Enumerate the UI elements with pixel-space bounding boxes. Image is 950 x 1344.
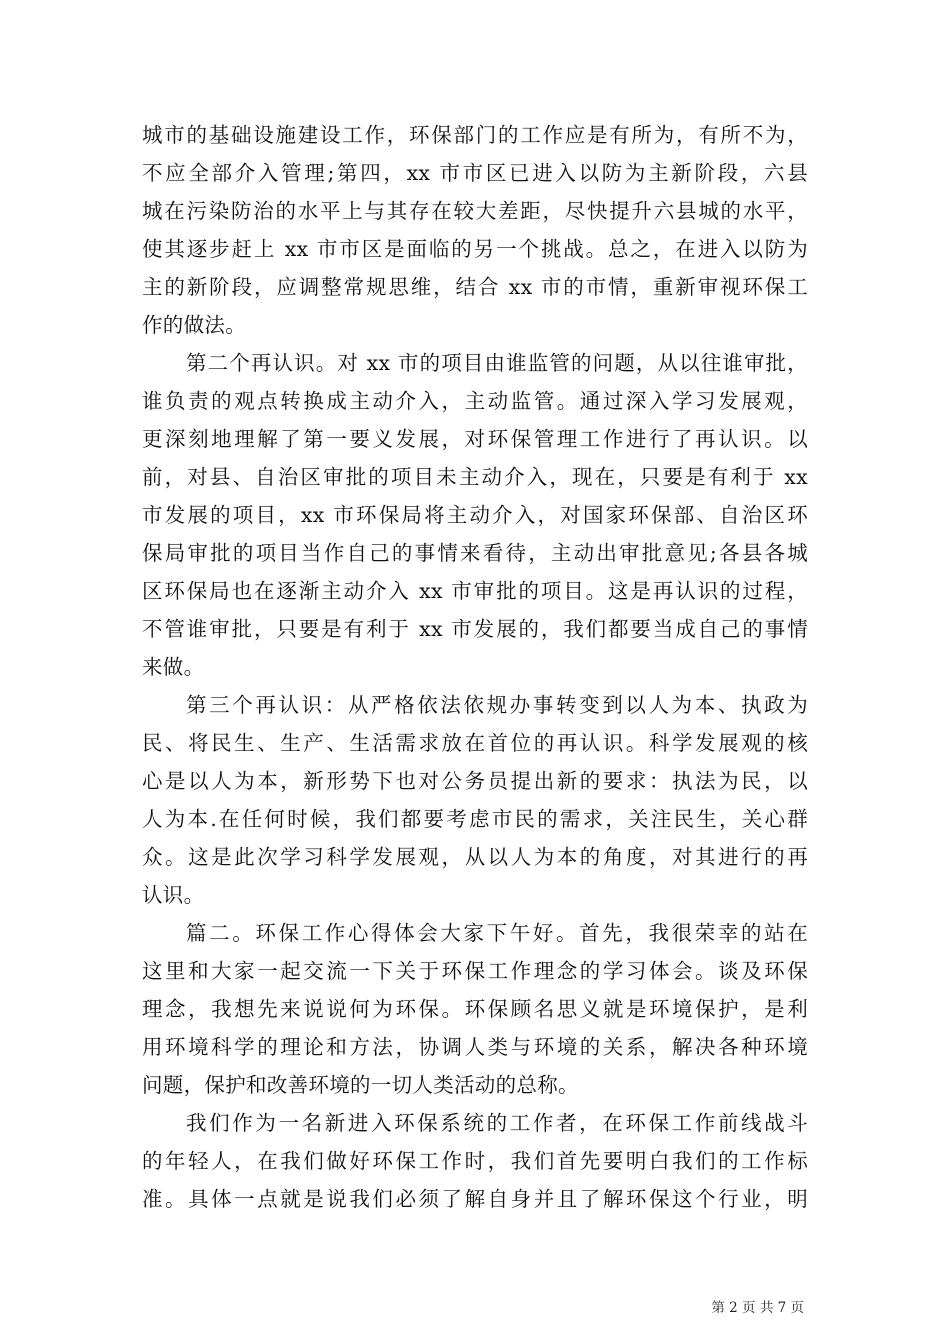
text-line: 使其逐步赶上 xx 市市区是面临的另一个挑战。总之，在进入以防为: [142, 237, 808, 261]
text-line: 心是以人为本，新形势下也对公务员提出新的要求：执法为民，以: [142, 769, 808, 793]
text-line: 城市的基础设施建设工作，环保部门的工作应是有所为，有所不为，: [142, 123, 808, 147]
text-line: 区环保局也在逐渐主动介入 xx 市审批的项目。这是再认识的过程，: [142, 579, 808, 603]
document-body: [142, 116, 808, 1218]
text-line: 保局审批的项目当作自己的事情来看待，主动出审批意见;各县各城: [142, 541, 808, 565]
text-line: 前，对县、自治区审批的项目未主动介入，现在，只要是有利于 xx: [142, 465, 808, 489]
text-line: 不管谁审批，只要是有利于 xx 市发展的，我们都要当成自己的事情: [142, 617, 808, 641]
text-line: 作的做法。: [142, 313, 246, 337]
text-line: 篇二。环保工作心得体会大家下午好。首先，我很荣幸的站在: [186, 921, 808, 945]
text-line: 来做。: [142, 655, 205, 679]
text-line: 第三个再认识：从严格依法依规办事转变到以人为本、执政为: [186, 693, 808, 717]
text-line: 准。具体一点就是说我们必须了解自身并且了解环保这个行业，明: [142, 1187, 808, 1211]
text-line: 市发展的项目，xx 市环保局将主动介入，对国家环保部、自治区环: [142, 503, 808, 527]
text-line: 认识。: [142, 883, 205, 907]
text-line: 更深刻地理解了第一要义发展，对环保管理工作进行了再认识。以: [142, 427, 808, 451]
text-line: 主的新阶段，应调整常规思维，结合 xx 市的市情，重新审视环保工: [142, 275, 808, 299]
text-line: 谁负责的观点转换成主动介入，主动监管。通过深入学习发展观，: [142, 389, 808, 413]
text-line: 我们作为一名新进入环保系统的工作者，在环保工作前线战斗: [186, 1111, 808, 1135]
text-line: 的年轻人，在我们做好环保工作时，我们首先要明白我们的工作标: [142, 1149, 808, 1173]
text-line: 众。这是此次学习科学发展观，从以人为本的角度，对其进行的再: [142, 845, 808, 869]
text-line: 这里和大家一起交流一下关于环保工作理念的学习体会。谈及环保: [142, 959, 808, 983]
text-line: 问题，保护和改善环境的一切人类活动的总称。: [142, 1073, 579, 1097]
text-line: 第二个再认识。对 xx 市的项目由谁监管的问题，从以往谁审批，: [186, 351, 808, 375]
text-line: 用环境科学的理论和方法，协调人类与环境的关系，解决各种环境: [142, 1035, 808, 1059]
text-line: 城在污染防治的水平上与其存在较大差距，尽快提升六县城的水平，: [142, 199, 808, 223]
text-line: 理念，我想先来说说何为环保。环保顾名思义就是环境保护，是利: [142, 997, 808, 1021]
text-line: 民、将民生、生产、生活需求放在首位的再认识。科学发展观的核: [142, 731, 808, 755]
text-line: 人为本.在任何时候，我们都要考虑市民的需求，关注民生，关心群: [142, 807, 808, 831]
page-number: 第 2 页 共 7 页: [711, 1300, 804, 1316]
text-line: 不应全部介入管理;第四，xx 市市区已进入以防为主新阶段，六县: [142, 161, 808, 185]
